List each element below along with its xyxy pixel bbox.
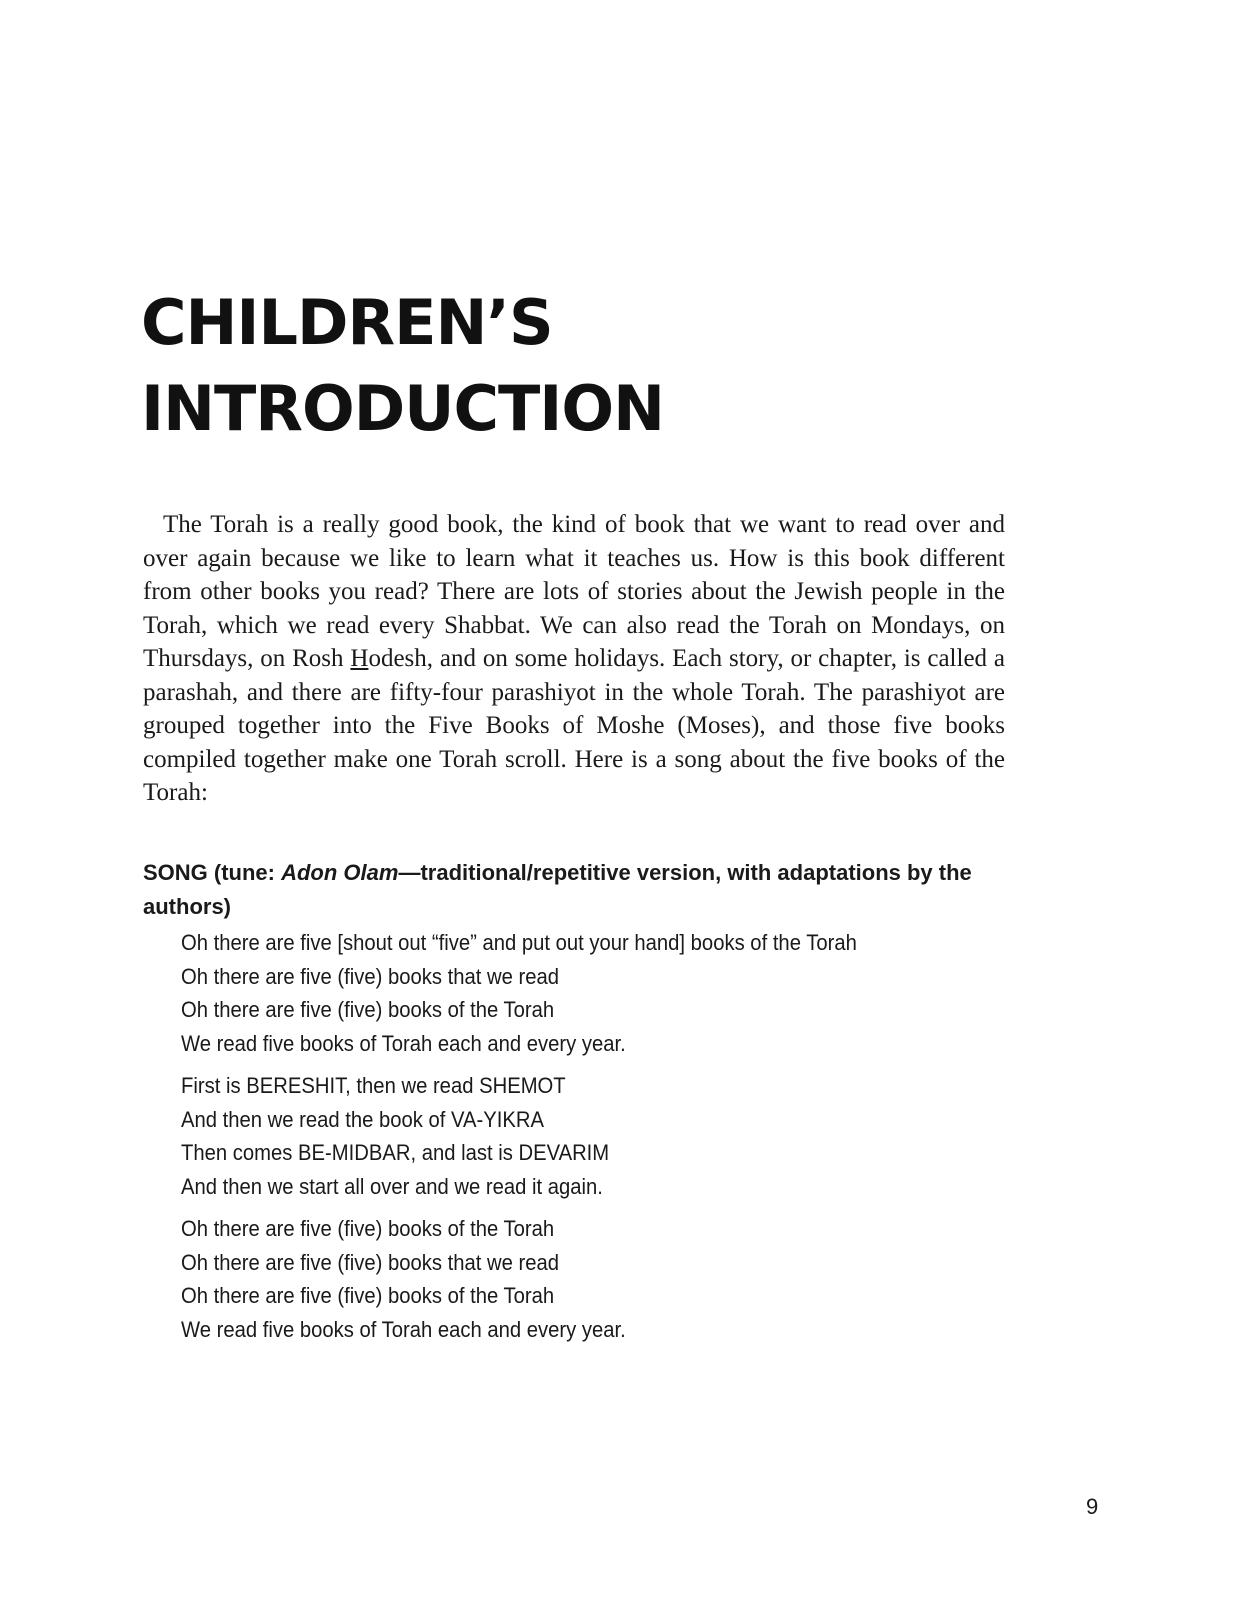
lyric-line: Oh there are five (five) books of the Torah	[181, 1283, 555, 1308]
lyric-line: Oh there are five (five) books of the Torah	[181, 1216, 555, 1241]
lyric-line: Oh there are five (five) books of the Torah	[181, 997, 555, 1022]
song-verse-3	[181, 1212, 972, 1346]
chapter-title-line-2: INTRODUCTION	[141, 372, 664, 445]
page-number: 9	[1086, 1494, 1099, 1519]
song-verse-1	[181, 926, 972, 1060]
lyric-line: Then comes BE-MIDBAR, and last is DEVARIM	[181, 1140, 610, 1165]
intro-text-part-2: odesh, and on some holidays. Each story, or chapter, is called a parashah, and there are fifty-four parashiyot in the whole Torah. The parashiyot are grouped together into the Five Books of Moshe (Moses), and those five books compiled together make one Torah scroll. Here is a song about the five books of the Torah:	[143, 645, 1005, 806]
intro-text-part-1: The Torah is a really good book, the kind of book that we want to read over and over again because we like to learn what it teaches us. How is this book different from other books you read? There are lots of stories about the Jewish people in the Torah, which we read every Shabbat. We can also read the Torah on Mondays, on Thursdays, on Rosh	[143, 511, 1005, 672]
intro-underlined-letter: H	[350, 645, 369, 672]
lyric-line: Oh there are five [shout out “five” and put out your hand] books of the Torah	[181, 930, 857, 955]
song-heading	[143, 856, 1005, 924]
song-verse-2	[181, 1069, 972, 1203]
lyric-line: We read five books of Torah each and every year.	[181, 1030, 626, 1056]
lyric-line: We read five books of Torah each and every year.	[181, 1316, 626, 1342]
song-lyrics	[181, 926, 972, 1355]
chapter-title-line-1: CHILDREN’S	[141, 286, 553, 359]
lyric-line: And then we start all over and we read it again.	[181, 1173, 603, 1199]
lyric-line: Oh there are five (five) books that we read	[181, 963, 560, 989]
lyric-line: Oh there are five (five) books that we read	[181, 1249, 560, 1275]
lyric-line: First is BERESHIT, then we read SHEMOT	[181, 1073, 566, 1098]
chapter-title	[141, 280, 664, 452]
song-tune-name: Adon Olam	[281, 860, 399, 885]
song-heading-prefix: SONG (tune:	[143, 860, 282, 885]
song-heading-suffix: —traditional/repetitive version, with adaptations by the authors)	[143, 860, 972, 919]
lyric-line: And then we read the book of VA-YIKRA	[181, 1106, 545, 1132]
intro-paragraph	[143, 508, 1005, 810]
